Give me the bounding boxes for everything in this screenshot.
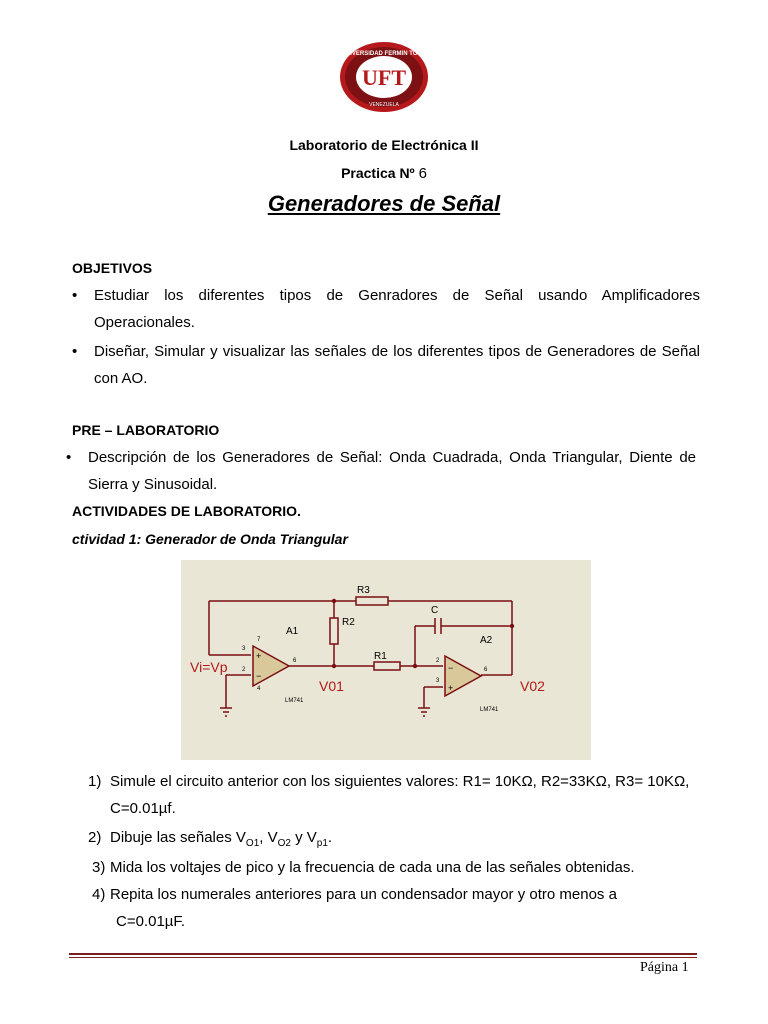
pin-label: 4 (257, 686, 261, 692)
step-3-line1: Mida los voltajes de pico y la frecuencia de cada una de las señales obtenidas. (110, 859, 635, 876)
university-logo (333, 41, 435, 113)
v01-label: V01 (319, 678, 344, 694)
prelab-item-line2: Sierra y Sinusoidal. (88, 476, 218, 493)
university-seal-icon (333, 41, 435, 113)
step-1-line2: C=0.01µf. (110, 800, 176, 817)
step-2-part: . (327, 829, 333, 846)
bullet-icon: • (72, 343, 78, 360)
pin-label: 2 (242, 667, 246, 673)
svg-text:−: − (448, 663, 454, 673)
list-item (72, 282, 700, 336)
list-item (92, 881, 704, 935)
footer-rule-thin (69, 957, 697, 958)
step-1-line1: Simule el circuito anterior con los siguientes valores: R1= 10KΩ, R2=33KΩ, R3= 10KΩ, (110, 773, 690, 790)
page-title: Generadores de Señal (267, 191, 501, 216)
subscript: p1 (316, 838, 328, 849)
pin-label: 3 (436, 678, 440, 684)
practice-label: Practica Nº (341, 165, 415, 181)
r2-label: R2 (342, 617, 355, 628)
objetivo-1-line2: Operacionales. (94, 314, 195, 331)
page-number: Página 1 (640, 960, 689, 975)
svg-text:+: + (256, 651, 262, 661)
objetivo-2-line1: Diseñar, Simular y visualizar las señales de los diferentes tipos de Generadores de Señal (94, 343, 700, 360)
pin-label: 6 (484, 667, 488, 673)
pin-label: 2 (436, 658, 440, 664)
lm741-label-a1: LM741 (285, 698, 304, 704)
step-4-line2: C=0.01µF. (116, 913, 186, 930)
list-item (88, 768, 700, 822)
pin-label: 6 (293, 658, 297, 664)
activity-title: ctividad 1: Generador de Onda Triangular (72, 531, 348, 547)
subscript: O2 (277, 838, 291, 849)
c-label: C (431, 605, 439, 616)
step-number: 4) (92, 886, 106, 903)
svg-text:UNIVERSIDAD FERMIN TORO: UNIVERSIDAD FERMIN TORO (341, 51, 427, 57)
step-number: 3) (92, 859, 106, 876)
r1-label: R1 (374, 651, 387, 662)
svg-text:−: − (256, 671, 262, 681)
practice-line (0, 165, 768, 182)
lm741-label-a2: LM741 (480, 707, 499, 713)
pin-label: 7 (257, 637, 261, 643)
svg-text:UFT: UFT (362, 65, 406, 90)
footer-rule (69, 953, 697, 955)
objetivo-2-line2: con AO. (94, 370, 148, 387)
step-2-part: Dibuje las señales V (110, 829, 246, 846)
list-item (92, 854, 704, 881)
actividades-heading: ACTIVIDADES DE LABORATORIO. (72, 503, 301, 519)
prelab-item-line1: Descripción de los Generadores de Señal: Onda Cuadrada, Onda Triangular, Diente de (88, 449, 696, 466)
step-2-text (110, 824, 700, 857)
list-item (88, 824, 700, 857)
step-4-line1: Repita los numerales anteriores para un condensador mayor y otro menos a (110, 886, 617, 903)
lab-title: Laboratorio de Electrónica II (289, 137, 479, 153)
a1-label: A1 (286, 626, 299, 637)
pin-label: 3 (242, 646, 246, 652)
objetivo-1-line1: Estudiar los diferentes tipos de Genradores de Señal usando Amplificadores (94, 287, 700, 304)
subscript: O1 (245, 838, 260, 849)
prelab-heading: PRE – LABORATORIO (72, 422, 220, 438)
step-2-part: , V (259, 829, 278, 846)
bullet-icon: • (72, 287, 78, 304)
list-item (66, 444, 696, 498)
step-number: 1) (88, 773, 102, 790)
step-number: 2) (88, 829, 102, 846)
objetivos-heading: OBJETIVOS (72, 260, 153, 276)
circuit-diagram (181, 560, 591, 760)
practice-number: 6 (418, 165, 427, 182)
vin-label: Vi=Vp (190, 659, 228, 675)
svg-text:+: + (448, 683, 454, 693)
step-2-part: y V (290, 829, 317, 846)
list-item (72, 338, 700, 392)
bullet-icon: • (66, 449, 72, 466)
v02-label: V02 (520, 678, 545, 694)
r3-label: R3 (357, 585, 370, 596)
svg-text:VENEZUELA: VENEZUELA (369, 102, 399, 108)
a2-label: A2 (480, 635, 493, 646)
